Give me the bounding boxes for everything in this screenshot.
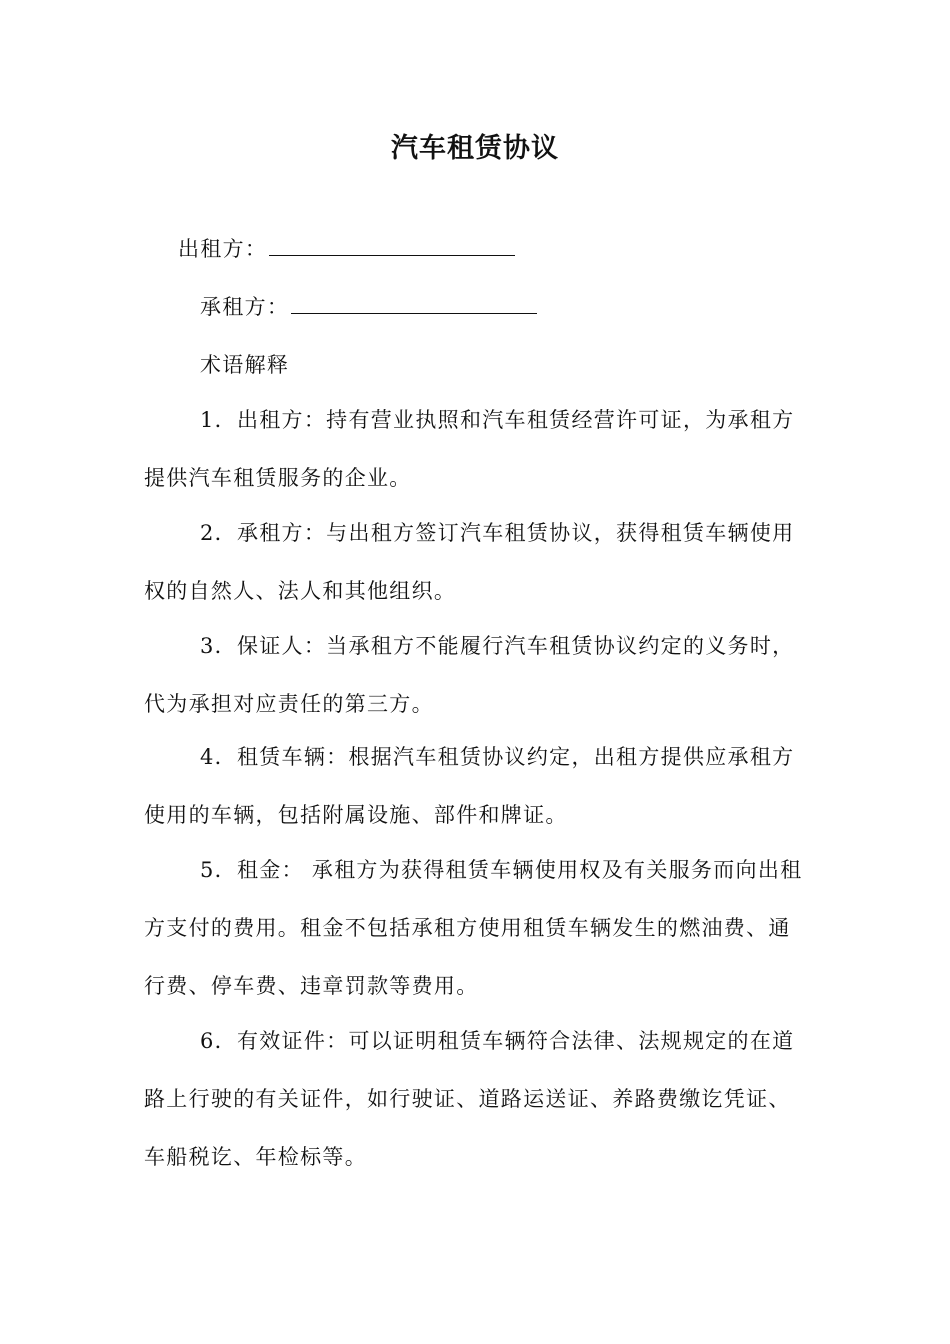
- definition-6-line-3: 车船税讫、年检标等。: [144, 1145, 367, 1169]
- definition-4-line-1: 4．租赁车辆：根据汽车租赁协议约定，出租方提供应承租方: [200, 745, 795, 769]
- lessee-line: [200, 292, 537, 322]
- definition-5-line-2: 方支付的费用。租金不包括承租方使用租赁车辆发生的燃油费、通: [144, 916, 791, 940]
- definition-4-line-2: 使用的车辆，包括附属设施、部件和牌证。: [144, 803, 568, 827]
- lessor-blank: [269, 235, 515, 256]
- section-heading: 术语解释: [200, 353, 290, 377]
- definition-2-line-2: 权的自然人、法人和其他组织。: [144, 579, 457, 603]
- lessor-line: [178, 234, 515, 264]
- lessor-label: 出租方：: [178, 237, 268, 261]
- definition-2-line-1: 2．承租方：与出租方签订汽车租赁协议，获得租赁车辆使用: [200, 521, 795, 545]
- document-title: 汽车租赁协议: [391, 133, 559, 164]
- definition-6-line-2: 路上行驶的有关证件，如行驶证、道路运送证、养路费缴讫凭证、: [144, 1087, 791, 1111]
- definition-1-line-2: 提供汽车租赁服务的企业。: [144, 466, 412, 490]
- definition-5-line-1: 5．租金： 承租方为获得租赁车辆使用权及有关服务而向出租: [200, 858, 803, 882]
- definition-3-line-1: 3．保证人：当承租方不能履行汽车租赁协议约定的义务时，: [200, 634, 795, 658]
- definition-5-line-3: 行费、停车费、违章罚款等费用。: [144, 974, 479, 998]
- lessee-label: 承租方：: [200, 295, 290, 319]
- definition-3-line-2: 代为承担对应责任的第三方。: [144, 692, 434, 716]
- definition-6-line-1: 6．有效证件：可以证明租赁车辆符合法律、法规规定的在道: [200, 1029, 795, 1053]
- definition-1-line-1: 1．出租方：持有营业执照和汽车租赁经营许可证，为承租方: [200, 408, 795, 432]
- lessee-blank: [291, 293, 537, 314]
